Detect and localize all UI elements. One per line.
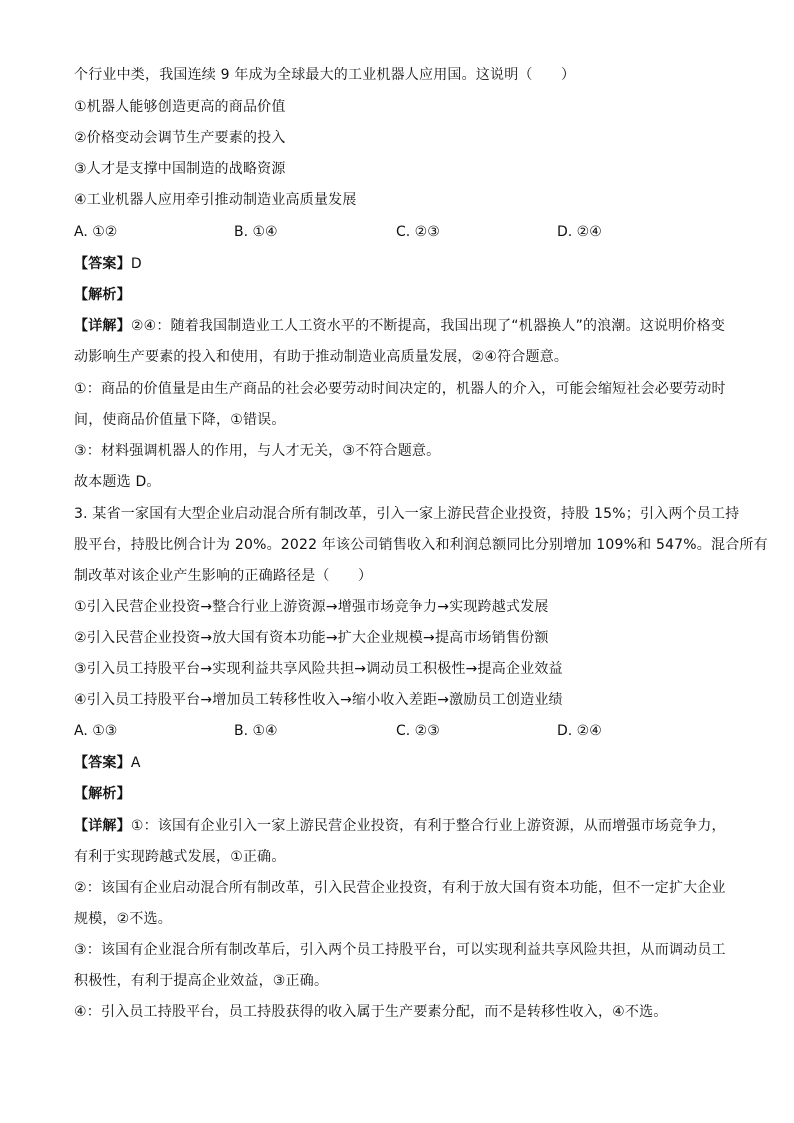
q3-analysis-line-2: 有利于实现跨越式发展，①正确。: [74, 849, 286, 865]
q3-answer-value: A: [130, 755, 141, 771]
q3-detail-label: 【详解】: [74, 818, 131, 834]
q3-analysis-line-7: ④：引入员工持股平台，员工持股获得的收入属于生产要素分配，而不是转移性收入，④不选。: [74, 1004, 668, 1020]
q2-analysis-line-5: ③：材料强调机器人的作用，与人才无关，③不符合题意。: [74, 443, 441, 459]
q3-analysis-line-5: ③：该国有企业混合所有制改革后，引入两个员工持股平台，可以实现利益共享风险共担，从而调动员工: [74, 942, 726, 958]
q3-analysis-label: 【解析】: [74, 786, 131, 802]
q3-analysis-line-1: [74, 817, 724, 835]
q2-answer-value: D: [130, 256, 142, 272]
q3-stem-line-2: 股平台，持股比例合计为 20%。2022 年该公司销售收入和利润总额同比分别增加 109%和 547%。混合所有: [74, 537, 768, 553]
q2-statement-1: ①机器人能够创造更高的商品价值: [74, 99, 286, 115]
q2-option-a: A. ①②: [74, 224, 118, 240]
q2-answer: [74, 255, 724, 273]
q3-option-a: A. ①③: [74, 723, 118, 739]
q3-stem-line-3: 制改革对该企业产生影响的正确路径是（ ）: [74, 568, 373, 584]
q3-option-c: C. ②③: [396, 723, 440, 739]
q3-analysis-line-3: ②：该国有企业启动混合所有制改革，引入民营企业投资，有利于放大国有资本功能，但不一定扩大企业: [74, 880, 726, 896]
q3-statement-1: ①引入民营企业投资→整合行业上游资源→增强市场竞争力→实现跨越式发展: [74, 599, 549, 615]
q2-option-b: B. ①④: [234, 224, 278, 240]
q2-analysis-line-1: [74, 317, 724, 335]
q3-option-b: B. ①④: [234, 723, 278, 739]
q3-analysis-text-1: ①：该国有企业引入一家上游民营企业投资，有利于整合行业上游资源，从而增强市场竞争力，: [130, 818, 726, 834]
q3-statement-3: ③引入员工持股平台→实现利益共享风险共担→调动员工积极性→提高企业效益: [74, 661, 563, 677]
q2-option-d: D. ②④: [557, 224, 602, 240]
q2-analysis-line-4: 间，使商品价值量下降，①错误。: [74, 412, 286, 428]
q2-analysis-text-1: ②④：随着我国制造业工人工资水平的不断提高，我国出现了“机器换人”的浪潮。这说明价格变: [130, 318, 726, 334]
q2-option-c: C. ②③: [396, 224, 440, 240]
q3-analysis-line-4: 规模，②不选。: [74, 911, 172, 927]
q2-answer-label: 【答案】: [74, 256, 131, 272]
q3-answer: [74, 754, 724, 772]
q3-stem-line-1: 3. 某省一家国有大型企业启动混合所有制改革，引入一家上游民营企业投资，持股 15%；引入两个员工持: [74, 506, 740, 522]
q2-statement-4: ④工业机器人应用牵引推动制造业高质量发展: [74, 192, 357, 208]
q3-option-d: D. ②④: [557, 723, 602, 739]
q2-analysis-line-2: 动影响生产要素的投入和使用，有助于推动制造业高质量发展，②④符合题意。: [74, 349, 569, 365]
q3-statement-4: ④引入员工持股平台→增加员工转移性收入→缩小收入差距→激励员工创造业绩: [74, 692, 563, 708]
q2-analysis-line-3: ①：商品的价值量是由生产商品的社会必要劳动时间决定的，机器人的介入，可能会缩短社会必要劳动时: [74, 381, 726, 397]
q2-analysis-label: 【解析】: [74, 287, 131, 303]
q3-statement-2: ②引入民营企业投资→放大国有资本功能→扩大企业规模→提高市场销售份额: [74, 630, 549, 646]
q2-stem-tail: 个行业中类，我国连续 9 年成为全球最大的工业机器人应用国。这说明（ ）: [74, 67, 576, 83]
q2-statement-3: ③人才是支撑中国制造的战略资源: [74, 161, 286, 177]
q2-analysis-line-6: 故本题选 D。: [74, 474, 161, 490]
q3-analysis-line-6: 积极性，有利于提高企业效益，③正确。: [74, 973, 329, 989]
q2-statement-2: ②价格变动会调节生产要素的投入: [74, 130, 286, 146]
q2-detail-label: 【详解】: [74, 318, 131, 334]
q3-answer-label: 【答案】: [74, 755, 131, 771]
